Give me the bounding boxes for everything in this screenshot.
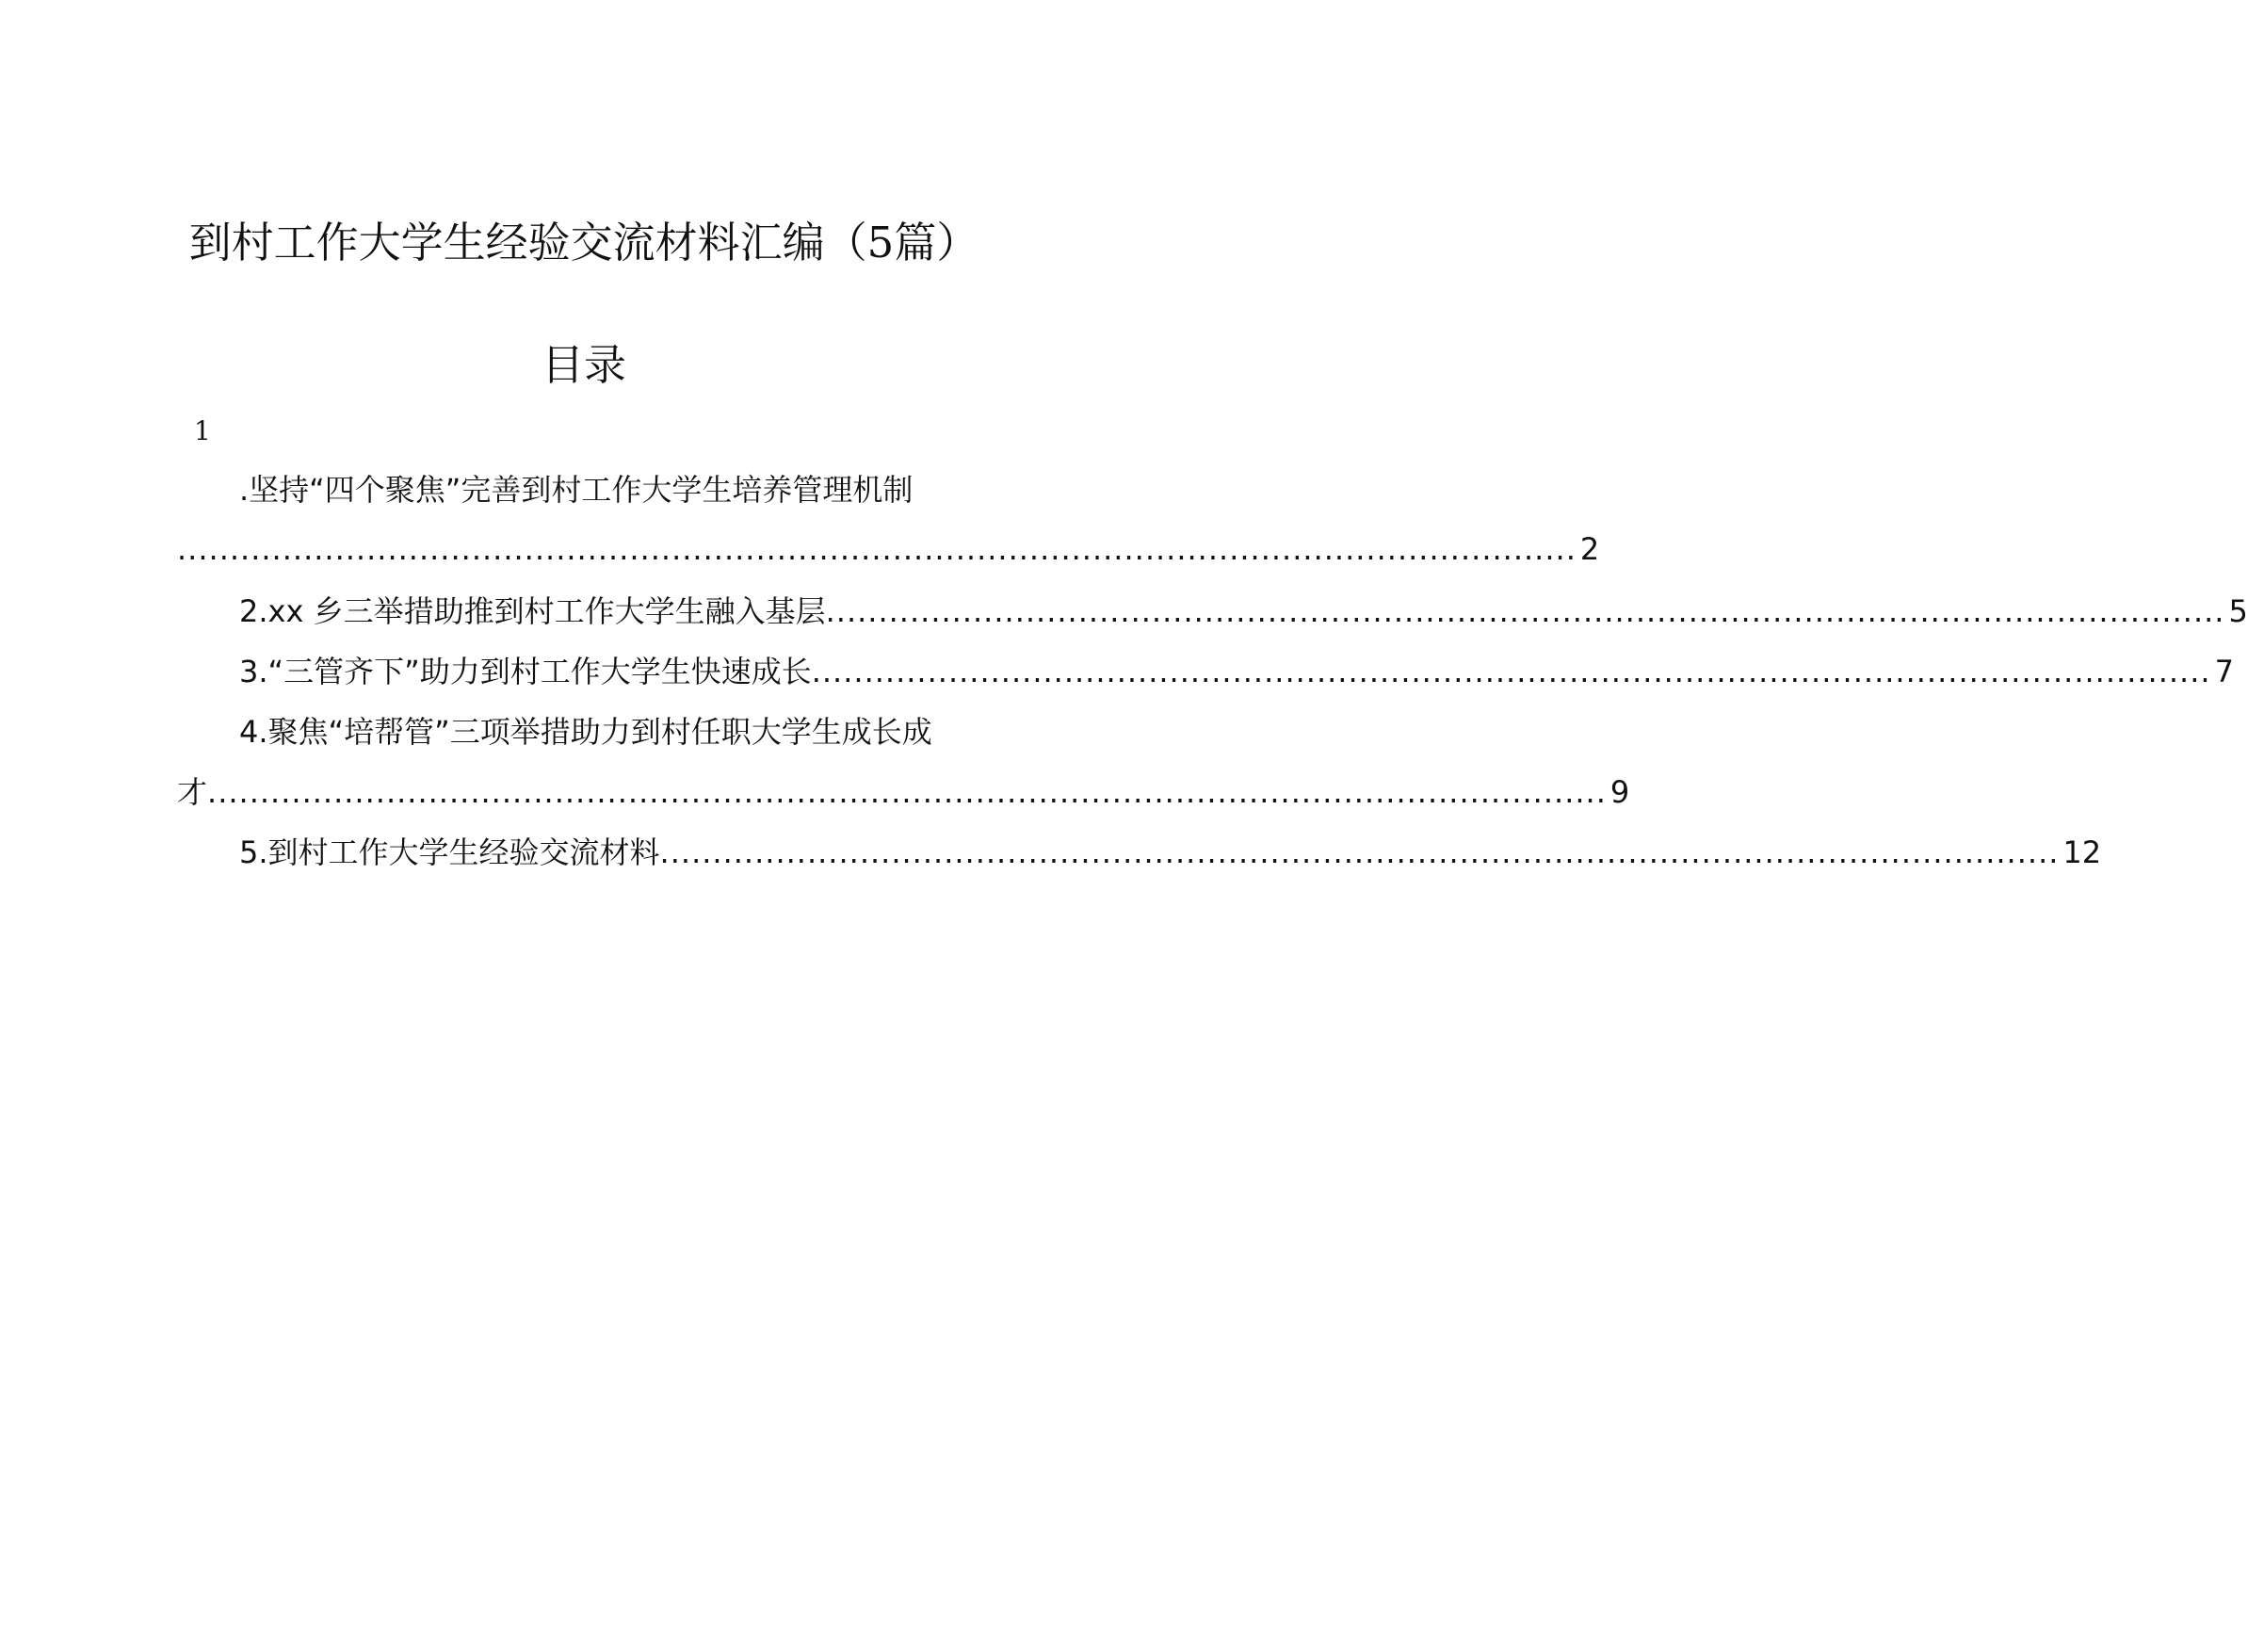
stray-number: 1 [194,415,211,446]
toc-item-1-page: 2 [1579,531,1600,567]
toc-item-1-line1[interactable]: .坚持“四个聚焦”完善到村工作大学生培养管理机制 [239,472,914,508]
toc-item-2-page: 5 [2228,593,2248,629]
toc-item-5-text: 5.到村工作大学生经验交流材料 [239,834,660,870]
dot-leader: ..................................................................................................................................... [207,774,1607,810]
dot-leader: ..................................................................................................................................... [659,834,2060,870]
toc-item-4-line2[interactable] [177,766,1630,818]
toc-item-4-continuation: 才 [177,774,208,810]
toc-item-1-line2[interactable] [177,523,1600,575]
title-suffix: 篇） [894,218,979,267]
dot-leader: ..................................................................................................................................... [811,654,2211,689]
toc-item-2-text: 2.xx 乡三举措助推到村工作大学生融入基层 [239,593,826,629]
toc-item-3-text: 3.“三管齐下”助力到村工作大学生快速成长 [239,654,812,689]
document-title [0,215,1168,271]
toc-item-4-page: 9 [1609,774,1630,810]
dot-leader: ..................................................................................................................................... [177,531,1577,567]
toc-item-5-page: 12 [2062,834,2102,870]
dot-leader: ..................................................................................................................................... [825,593,2225,629]
toc-item-2[interactable] [239,585,2248,638]
toc-item-4-line1[interactable]: 4.聚焦“培帮管”三项举措助力到村任职大学生成长成 [239,714,932,750]
toc-heading: 目录 [541,340,626,390]
title-count: 5 [866,218,895,267]
toc-item-5[interactable] [239,826,2102,879]
title-text: 到村工作大学生经验交流材料汇编（ [188,218,867,267]
toc-item-3-page: 7 [2214,654,2234,689]
toc-item-3[interactable] [239,645,2234,698]
